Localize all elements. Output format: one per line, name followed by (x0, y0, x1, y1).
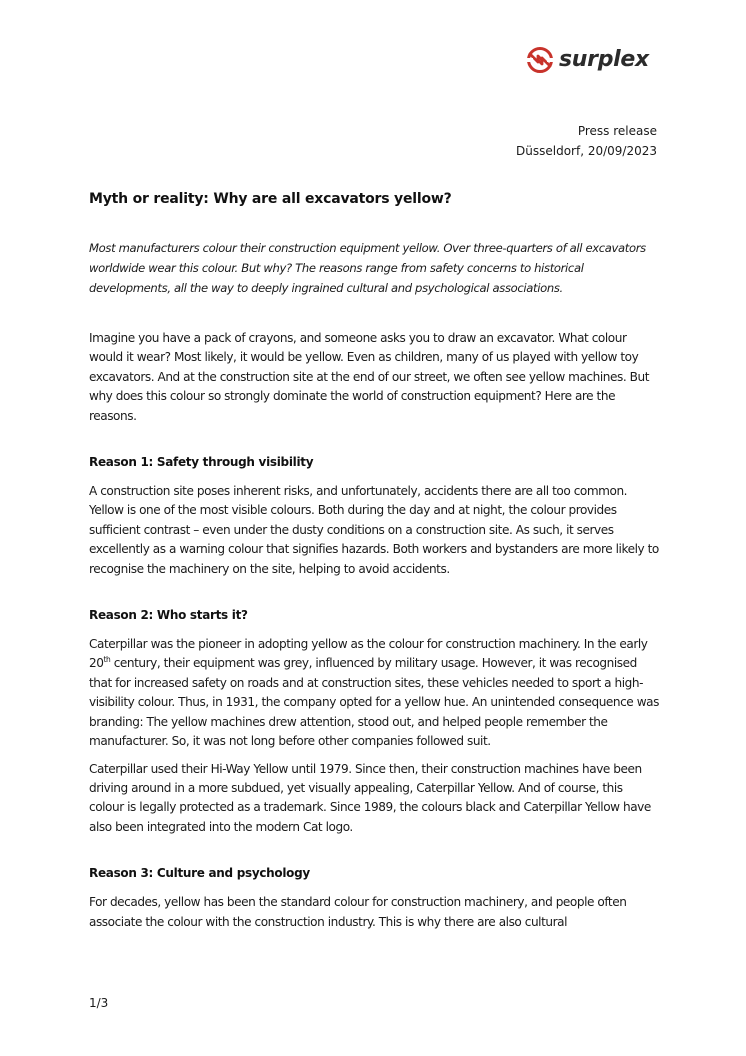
section-heading-reason-3: Reason 3: Culture and psychology (89, 866, 310, 881)
section-paragraph-reason-1: A construction site poses inherent risks, and unfortunately, accidents there are all too common. Yellow is one of the most visible colours. Both during the day and at night, the colour provides sufficient contrast – even under the dusty conditions on a construction site. As such, it serves excellently as a warning colour that signifies hazards. Both workers and bystanders are more likely to recognise the machinery on the site, helping to avoid accidents. (89, 484, 659, 576)
section-paragraph-reason-2b: Caterpillar used their Hi-Way Yellow until 1979. Since then, their construction machines have been driving around in a more subdued, yet visually appealing, Caterpillar Yellow. And of course, this colour is legally protected as a trademark. Since 1989, the colours black and Caterpillar Yellow have also been integrated into the modern Cat logo. (89, 761, 651, 834)
logo-wordmark: surplex (559, 47, 649, 72)
intro-paragraph: Imagine you have a pack of crayons, and someone asks you to draw an excavator. What colour would it wear? Most likely, it would be yellow. Even as children, many of us played with yellow toy excavators. And at the construction site at the end of our street, we often see yellow machines. But why does this colour so strongly dominate the world of construction equipment? Here are the reasons. (89, 331, 650, 423)
section-paragraph-reason-2a (89, 635, 659, 751)
surplex-arrows-circle-icon (525, 45, 555, 75)
section-heading-reason-1: Reason 1: Safety through visibility (89, 455, 314, 470)
text-run: century, their equipment was grey, influenced by military usage. However, it was recognised that for increased safety on roads and at construction sites, these vehicles needed to sport a high-visibility colour. Thus, in 1931, the company opted for a yellow hue. An unintended consequence was branding: The yellow machines drew attention, stood out, and helped people remember the manufacturer. So, it was not long before other companies followed suit. (89, 656, 659, 749)
place-date: Düsseldorf, 20/09/2023 (516, 144, 657, 158)
release-meta (516, 121, 657, 161)
section-paragraph-reason-3: For decades, yellow has been the standard colour for construction machinery, and people often associate the colour with the construction industry. This is why there are also cultural (89, 895, 627, 929)
text-run: Caterpillar was the pioneer in adopting yellow as the colour for construction machinery. In the early 20 (89, 637, 648, 671)
page-number: 1/3 (89, 996, 109, 1010)
article-body (89, 189, 659, 932)
ordinal-superscript: th (103, 655, 111, 665)
document-type: Press release (577, 124, 657, 138)
article-title: Myth or reality: Why are all excavators yellow? (89, 191, 452, 207)
section-heading-reason-2: Reason 2: Who starts it? (89, 608, 248, 623)
article-lead: Most manufacturers colour their construction equipment yellow. Over three-quarters of all excavators worldwide wear this colour. But why? The reasons range from safety concerns to historical developments, all the way to deeply ingrained cultural and psychological associations. (89, 241, 646, 295)
surplex-logo (525, 44, 649, 76)
